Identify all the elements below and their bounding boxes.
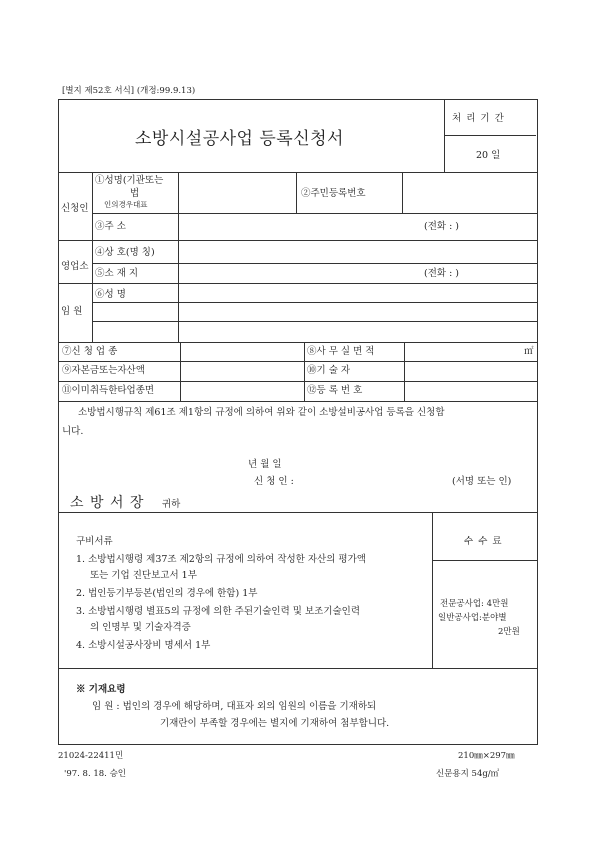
signer-field[interactable] bbox=[320, 473, 430, 489]
document-item-1a: 1. 소방법시행령 제37조 제2항의 규정에 의하여 작성한 자산의 평가액 bbox=[76, 554, 366, 565]
name-label-2: 법 bbox=[130, 188, 140, 199]
notes-line-1: 임 원 : 법인의 경우에 해당하며, 대표자 외의 임원의 이름을 기재하되 bbox=[92, 701, 377, 712]
notes-line-2: 기재란이 부족할 경우에는 별지에 기재하여 첨부합니다. bbox=[160, 718, 390, 729]
applicant-name-field[interactable] bbox=[180, 176, 292, 206]
statement-line-1: 소방법시행규칙 제61조 제1항의 규정에 의하여 위와 같이 소방설비공사업 등록을 신청합 bbox=[78, 407, 445, 418]
document-item-2: 2. 법인등기부등본(법인의 경우에 한함) 1부 bbox=[76, 588, 258, 599]
fee-line-3: 2만원 bbox=[498, 627, 520, 637]
location-field[interactable] bbox=[180, 265, 410, 282]
resident-no-field[interactable] bbox=[404, 176, 532, 210]
area-unit: ㎡ bbox=[524, 346, 534, 357]
address-label: ③주 소 bbox=[95, 221, 126, 232]
processing-value: 20 일 bbox=[476, 150, 501, 161]
officers-section-label: 임 원 bbox=[61, 306, 83, 317]
applicant-section-label: 신청인 bbox=[61, 203, 89, 214]
business-phone: (전화 : ) bbox=[424, 268, 460, 279]
notes-title: ※ 기재요령 bbox=[76, 684, 126, 695]
office-area-field[interactable] bbox=[406, 344, 522, 360]
location-label: ⑤소 재 지 bbox=[95, 268, 139, 279]
reg-no-field[interactable] bbox=[406, 383, 532, 399]
addressee-name: 소 방 서 장 bbox=[70, 495, 145, 511]
officer-name-label: ⑥성 명 bbox=[95, 289, 126, 300]
document-item-3b: 의 인명부 및 기술자격증 bbox=[90, 622, 191, 633]
technicians-field[interactable] bbox=[406, 363, 532, 379]
date-line: 년 월 일 bbox=[248, 459, 282, 470]
sign-note: (서명 또는 인) bbox=[452, 476, 512, 487]
construction-type-field[interactable] bbox=[182, 344, 300, 360]
address-field[interactable] bbox=[180, 216, 410, 238]
applicant-phone: (전화 : ) bbox=[424, 221, 460, 232]
processing-label: 처 리 기 간 bbox=[452, 113, 505, 124]
resident-no-label: ②주민등록번호 bbox=[301, 188, 366, 199]
construction-type-label: ⑦신 청 업 종 bbox=[62, 346, 118, 357]
form-title: 소방시설공사업 등록신청서 bbox=[135, 129, 344, 149]
other-license-field[interactable] bbox=[182, 383, 300, 399]
fee-line-1: 전문공사업: 4만원 bbox=[440, 599, 509, 609]
officer-row-1[interactable] bbox=[180, 304, 530, 319]
fee-line-2: 일반공사업:분야별 bbox=[438, 613, 507, 623]
fee-title: 수 수 료 bbox=[464, 536, 503, 547]
business-section-label: 영업소 bbox=[61, 261, 89, 272]
documents-title: 구비서류 bbox=[76, 536, 113, 547]
reg-no-label: ⑫등 록 번 호 bbox=[307, 385, 363, 396]
footer-code: 21024-22411민 bbox=[58, 751, 124, 761]
addressee-suffix: 귀하 bbox=[162, 499, 181, 510]
document-item-3a: 3. 소방법시행령 별표5의 규정에 의한 주된기술인력 및 보조기술인력 bbox=[76, 606, 361, 617]
statement-line-2: 니다. bbox=[62, 426, 84, 437]
footer-size: 210㎜×297㎜ bbox=[458, 751, 515, 761]
name-label-1: ①성명(기관또는 bbox=[95, 175, 164, 186]
officer-row-2[interactable] bbox=[180, 323, 530, 338]
trade-name-field[interactable] bbox=[180, 243, 530, 260]
signer-label: 신 청 인 : bbox=[254, 476, 294, 487]
capital-field[interactable] bbox=[182, 363, 300, 379]
trade-name-label: ④상 호(명 칭) bbox=[95, 247, 155, 258]
name-label-3: 인의경우대표 bbox=[104, 200, 148, 209]
office-area-label: ⑧사 무 실 면 적 bbox=[307, 346, 375, 357]
form-id: [별지 제52호 서식] (개정:99.9.13) bbox=[62, 86, 196, 96]
other-license-label: ⑪이미취득한타업종면 bbox=[62, 385, 155, 396]
footer-paper: 신문용지 54g/㎡ bbox=[436, 769, 500, 779]
document-item-4: 4. 소방시설공사장비 명세서 1부 bbox=[76, 640, 211, 651]
capital-label: ⑨자본금또는자산액 bbox=[62, 365, 145, 376]
document-item-1b: 또는 기업 진단보고서 1부 bbox=[90, 570, 197, 581]
footer-approval: '97. 8. 18. 승인 bbox=[64, 769, 127, 779]
technicians-label: ⑩기 술 자 bbox=[307, 365, 351, 376]
